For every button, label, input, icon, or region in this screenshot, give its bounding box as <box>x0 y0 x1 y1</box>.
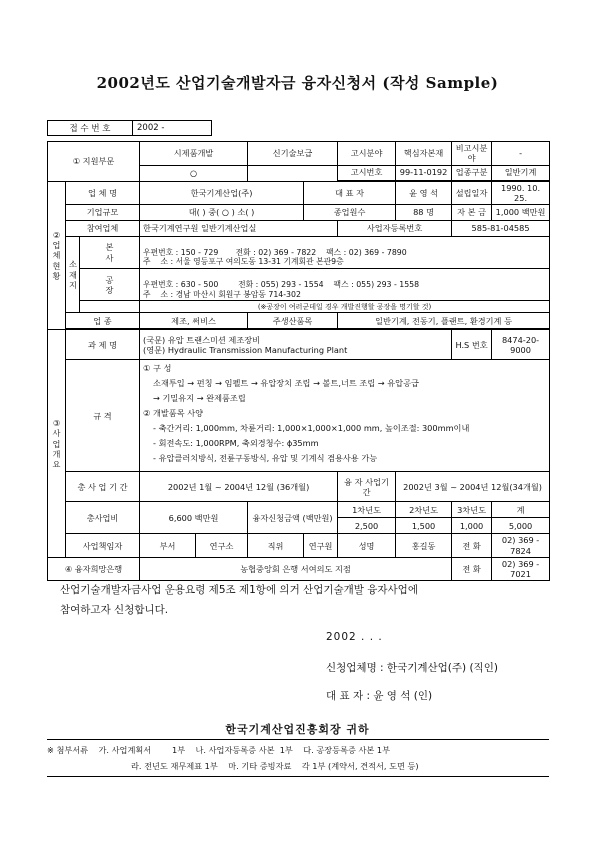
attachments-line-2: 라. 전년도 재무제표 1부 마. 기타 증빙자료 각 1부 (계약서, 견적서, 도면 등) <box>131 761 419 771</box>
project-name-kr: (국문) 유압 트랜스미션 제조장비 <box>143 334 261 345</box>
dept-value[interactable]: 연구소 <box>196 534 248 558</box>
employees-label: 종업원수 <box>304 205 396 221</box>
receipt-number-table <box>47 120 212 136</box>
year-total-label: 계 <box>492 502 550 518</box>
industry-type-label: 업종구분 <box>452 165 492 180</box>
company-scale-value[interactable]: 대( ) 중( ○ ) 소( ) <box>140 205 304 221</box>
project-name-en: (영문) Hydraulic Transmission Manufacturing Plant <box>143 344 348 355</box>
bank-label: ④ 융자희망은행 <box>48 557 140 581</box>
ceo-value[interactable]: 윤 영 석 <box>396 181 452 205</box>
company-name-value[interactable]: 한국기계산업(주) <box>140 181 304 205</box>
manager-tel-value[interactable]: 02) 369 - 7824 <box>492 534 550 558</box>
manager-name-label: 성명 <box>338 534 396 558</box>
spec-content[interactable] <box>140 360 550 472</box>
total-cost-value[interactable]: 6,600 백만원 <box>140 502 248 534</box>
capital-label: 자 본 금 <box>452 205 492 221</box>
established-label: 설립일자 <box>452 181 492 205</box>
total-period-value[interactable]: 2002년 1월 ~ 2004년 12월 (36개월) <box>140 472 338 502</box>
industry-label: 업 종 <box>66 313 140 329</box>
hq-address[interactable]: 우편번호 : 150 - 729 전화 : 02) 369 - 7822 팩스 : 02) 369 - 7890 주 소 : 서울 영등포구 여의도동 13-31 기계회관 본관9층 <box>140 237 550 269</box>
support-col-prototype: 시제품개발 <box>140 142 248 166</box>
total-period-label: 총 사 업 기 간 <box>66 472 140 502</box>
year-total-amount[interactable]: 5,000 <box>492 518 550 534</box>
hs-value[interactable]: 8474-20-9000 <box>492 330 550 360</box>
factory-label: 공 장 <box>80 269 140 301</box>
declaration-text <box>60 580 550 620</box>
manager-name-value[interactable]: 홍길동 <box>396 534 452 558</box>
location-label: 소 재 지 <box>66 237 80 313</box>
manager-label: 사업책임자 <box>66 534 140 558</box>
employees-value[interactable]: 88 명 <box>396 205 452 221</box>
application-date[interactable]: 2002 . . . <box>326 631 383 643</box>
declaration-line-1: 산업기술개발자금사업 운용요령 제5조 제1항에 의거 산업기술개발 융자사업에 <box>60 584 418 596</box>
declaration-line-2: 참여하고자 신청합니다. <box>60 604 169 616</box>
bank-value[interactable]: 농협중앙회 은행 서여의도 지점 <box>140 557 452 581</box>
established-value[interactable]: 1990. 10. 25. <box>492 181 550 205</box>
spec-line: - 유압클러치방식, 전륜구동방식, 유압 및 기계식 겸용사용 가능 <box>153 453 378 464</box>
receipt-label: 접 수 번 호 <box>48 121 133 136</box>
manager-tel-label: 전 화 <box>452 534 492 558</box>
support-section-label: ① 지원부문 <box>48 142 140 182</box>
bank-tel-value[interactable]: 02) 369 - 7021 <box>492 557 550 581</box>
support-prototype-mark[interactable]: ○ <box>140 165 248 181</box>
spec-line: - 회전속도: 1,000RPM, 축외경청수: ϕ35mm <box>153 438 319 449</box>
spec-line: ① 구 성 <box>143 363 172 374</box>
year-1-label: 1차년도 <box>338 502 396 518</box>
spec-line: ② 개발품목 사양 <box>143 408 204 419</box>
year-2-amount[interactable]: 1,500 <box>396 518 452 534</box>
company-scale-label: 기업규모 <box>66 205 140 221</box>
notice-no-value[interactable]: 99-11-0192 <box>396 165 452 180</box>
year-1-amount[interactable]: 2,500 <box>338 518 396 534</box>
capital-value[interactable]: 1,000 백만원 <box>492 205 550 221</box>
spec-line: → 기밀유지 → 완제품조립 <box>153 393 246 404</box>
document-title: 2002년도 산업기술개발자금 융자신청서 (작성 Sample) <box>96 74 499 92</box>
notice-no-label: 고시번호 <box>338 165 396 180</box>
attachments-line-1: ※ 첨부서류 가. 사업계획서 1부 나. 사업자등록증 사본 1부 다. 공장등록증 사본 1부 <box>47 745 391 755</box>
business-no-label: 사업자등록번호 <box>338 221 452 237</box>
position-value[interactable]: 연구원 <box>304 534 338 558</box>
bank-tel-label: 전 화 <box>452 557 492 581</box>
business-no-value[interactable]: 585-81-04585 <box>452 221 550 237</box>
support-col-notified: 고시분야 <box>338 142 396 166</box>
loan-amount-label: 융자신청금액 (백만원) <box>248 502 338 534</box>
support-col-dash: - <box>492 142 550 166</box>
partner-value[interactable]: 한국기계연구원 일반기계산업실 <box>140 221 338 237</box>
year-3-label: 3차년도 <box>452 502 492 518</box>
hq-label: 본 사 <box>80 237 140 269</box>
factory-address[interactable]: 우편번호 : 630 - 500 전화 : 055) 293 - 1554 팩스 : 055) 293 - 1558 주 소 : 경남 마산시 회원구 봉암동 714-302 <box>140 269 550 301</box>
position-label: 직위 <box>248 534 304 558</box>
total-cost-label: 총사업비 <box>66 502 140 534</box>
dept-label: 부서 <box>140 534 196 558</box>
company-section-label: ② 업 체 현 황 <box>48 181 66 330</box>
ceo-label: 대 표 자 <box>304 181 396 205</box>
main-product-value[interactable]: 일반기계, 전동기, 플랜트, 환경기계 등 <box>338 313 550 329</box>
spec-line: - 축간거리: 1,000mm, 차륜거리: 1,000×1,000×1,000 mm, 높이조절: 300mm이내 <box>153 423 470 434</box>
project-name-value[interactable] <box>140 330 452 360</box>
hs-label: H.S 번호 <box>452 330 492 360</box>
industry-type-value[interactable]: 일반기계 <box>492 165 550 180</box>
partner-label: 참여업체 <box>66 221 140 237</box>
receipt-value[interactable]: 2002 - <box>133 121 212 136</box>
year-3-amount[interactable]: 1,000 <box>452 518 492 534</box>
loan-period-label: 융 자 사업기간 <box>338 472 396 502</box>
spec-label: 규 격 <box>66 360 140 472</box>
loan-period-value[interactable]: 2002년 3월 ~ 2004년 12월(34개월) <box>396 472 550 502</box>
support-col-core: 핵심자본재 <box>396 142 452 166</box>
support-col-newtech: 신기술보급 <box>248 142 338 166</box>
support-newtech-mark[interactable] <box>248 165 338 181</box>
attachments-list <box>47 739 549 777</box>
project-section-label: ③ 사 업 개 요 <box>48 330 66 558</box>
company-name-label: 업 체 명 <box>66 181 140 205</box>
support-col-nonnotified: 비고시분야 <box>452 142 492 166</box>
project-name-label: 과 제 명 <box>66 330 140 360</box>
industry-value[interactable]: 제조, 써비스 <box>140 313 248 329</box>
addressee: 한국기계산업진흥회장 귀하 <box>225 723 370 736</box>
applicant-company[interactable]: 신청업체명 : 한국기계산업(주) (직인) <box>326 662 498 674</box>
year-2-label: 2차년도 <box>396 502 452 518</box>
main-product-label: 주생산품목 <box>248 313 338 329</box>
application-form-table <box>47 141 550 581</box>
spec-line: 소재투입 → 펀칭 → 임펠트 → 유압장치 조립 → 볼트,너트 조립 → 유압공급 <box>153 378 419 389</box>
applicant-representative[interactable]: 대 표 자 : 윤 영 석 (인) <box>326 690 433 702</box>
factory-note: (※공장이 여러군데일 경우 개발진행할 공장을 명기할 것) <box>140 301 550 313</box>
